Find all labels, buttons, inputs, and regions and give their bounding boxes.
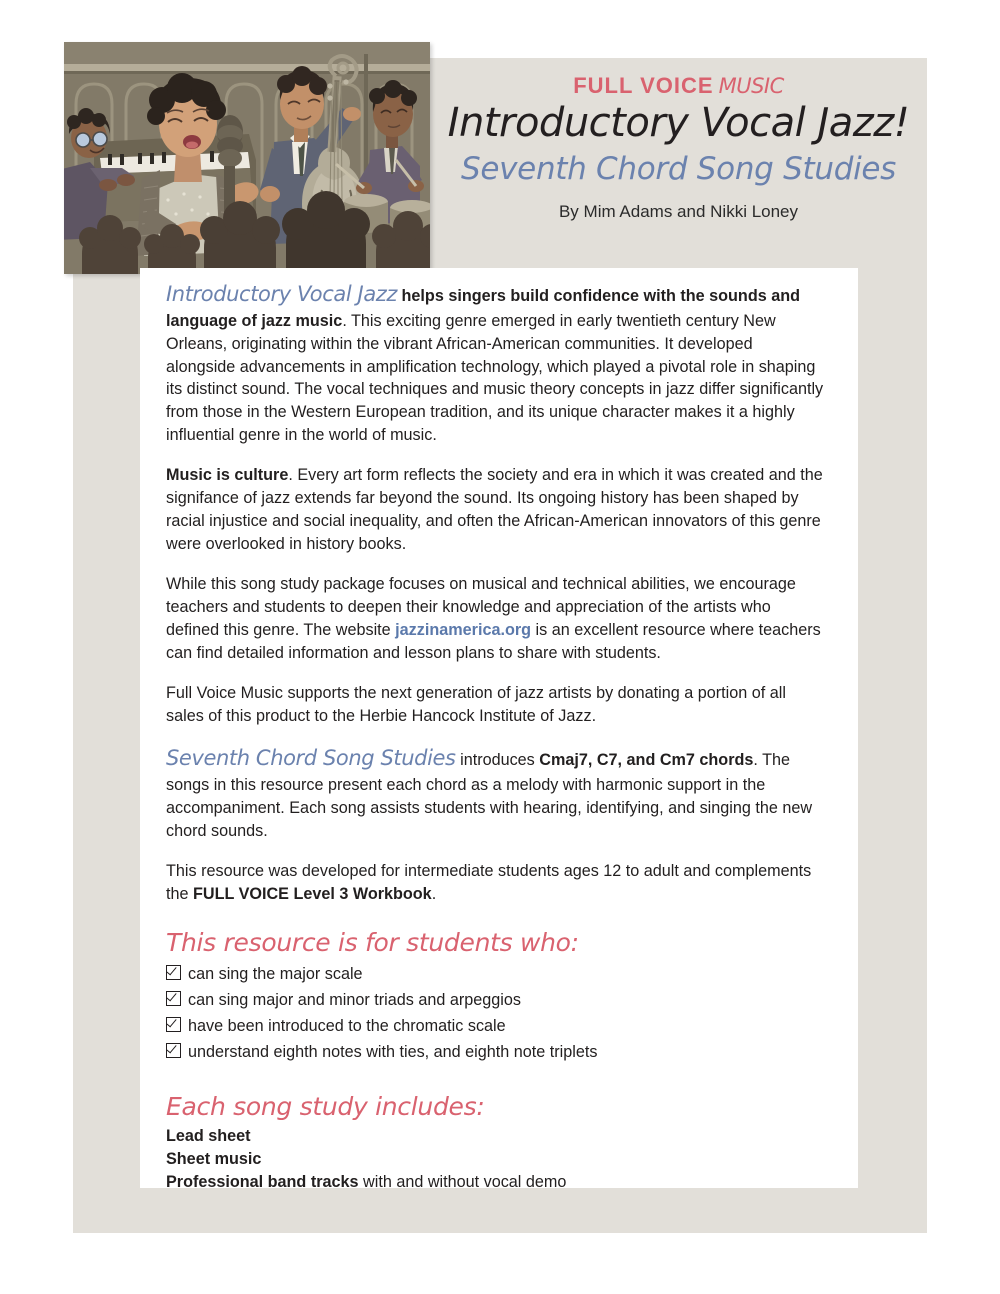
checkbox-checked-icon [166, 965, 181, 980]
level-after-bold: . [431, 884, 437, 903]
checkbox-checked-icon [166, 991, 181, 1006]
list-item [166, 1013, 824, 1039]
seventh-chord-mid: introduces [455, 751, 540, 770]
list-item-bold: Professional band tracks [166, 1172, 359, 1191]
includes-list [166, 1125, 824, 1194]
list-item [166, 961, 824, 987]
list-item [166, 1039, 824, 1065]
brand-full-voice: FULL VOICE [573, 73, 714, 98]
seventh-chord-hand-title: Seventh Chord Song Studies [166, 746, 456, 771]
list-item [166, 1148, 824, 1171]
jazz-club-illustration [64, 42, 430, 274]
intro-bold-lead: helps singers build confidence with the sounds and language of jazz music [166, 287, 800, 330]
page-subtitle: Seventh Chord Song Studies [460, 150, 897, 187]
intro-hand-title: Introductory Vocal Jazz [166, 282, 398, 306]
list-item [166, 1125, 824, 1148]
brand-music: MUSIC [718, 74, 784, 98]
authors-line: By Mim Adams and Nikki Loney [558, 201, 799, 221]
music-is-culture-rest: . Every art form reflects the society and era in which it was created and the signifance of jazz extends far beyond the sound. Its ongoing history has been shaped by racial injustice and social inequality, and often the African-American innovators of this genre were overlooked in history books. [166, 466, 823, 553]
intro-rest: . This exciting genre emerged in early twentieth century New Orleans, originating within the vibrant African-American communities. It developed alongside advancements in amplification technology, which played a pivotal role in shaping its distinct sound. The vocal techniques and music theory concepts in jazz differ significantly from those in the Western European tradition, and its unique character makes it a highly influential genre in the world of music. [166, 311, 824, 445]
title-block [430, 74, 927, 222]
list-item-label: can sing the major scale [188, 964, 363, 983]
list-item-rest: with and without vocal demo [358, 1172, 567, 1191]
list-item [166, 987, 824, 1013]
paragraph-song-study-package [166, 573, 824, 665]
music-is-culture-bold: Music is culture [166, 466, 289, 485]
students-checklist [166, 961, 824, 1066]
paragraph-level [166, 860, 824, 906]
paragraph-seventh-chord [166, 744, 824, 842]
paragraph-music-is-culture [166, 464, 824, 556]
paragraph-donation: Full Voice Music supports the next generation of jazz artists by donating a portion of all sales of this product to the Herbie Hancock Institute of Jazz. [166, 683, 786, 725]
list-item-bold: Lead sheet [166, 1126, 251, 1145]
level-workbook-bold: FULL VOICE Level 3 Workbook [193, 884, 432, 903]
jazzinamerica-link[interactable]: jazzinamerica.org [395, 620, 532, 639]
list-item-label: understand eighth notes with ties, and eighth note triplets [188, 1043, 598, 1062]
content-card [140, 268, 858, 1191]
level-before-bold: This resource was developed for intermediate students ages 12 to adult and complements the [166, 861, 812, 903]
paragraph-intro [166, 280, 824, 447]
list-item-label: can sing major and minor triads and arpeggios [188, 991, 521, 1009]
checkbox-checked-icon [166, 1043, 181, 1058]
jazz-club-illustration-svg [64, 42, 430, 274]
includes-section-heading: Each song study includes: [166, 1091, 485, 1121]
seventh-chord-bold: Cmaj7, C7, and Cm7 chords [539, 751, 754, 770]
list-item-bold: Sheet music [166, 1149, 262, 1168]
list-item [166, 1171, 824, 1194]
package-after-link: is an excellent resource where teachers can find detailed information and lesson plans to share with students. [166, 620, 821, 662]
students-section-heading: This resource is for students who: [166, 927, 579, 957]
list-item-label: have been introduced to the chromatic scale [188, 1017, 506, 1036]
checkbox-checked-icon [166, 1017, 181, 1032]
package-before-link: While this song study package focuses on musical and technical abilities, we encourage teachers and students to deepen their knowledge and appreciation of the artists who defined this genre. The website [166, 574, 796, 639]
seventh-chord-rest: . The songs in this resource present each chord as a melody with harmonic support in the accompaniment. Each song assists students with hearing, identifying, and singing the new chord sounds. [166, 751, 813, 840]
brand-logo [430, 74, 927, 97]
page-title: Introductory Vocal Jazz! [447, 100, 910, 147]
